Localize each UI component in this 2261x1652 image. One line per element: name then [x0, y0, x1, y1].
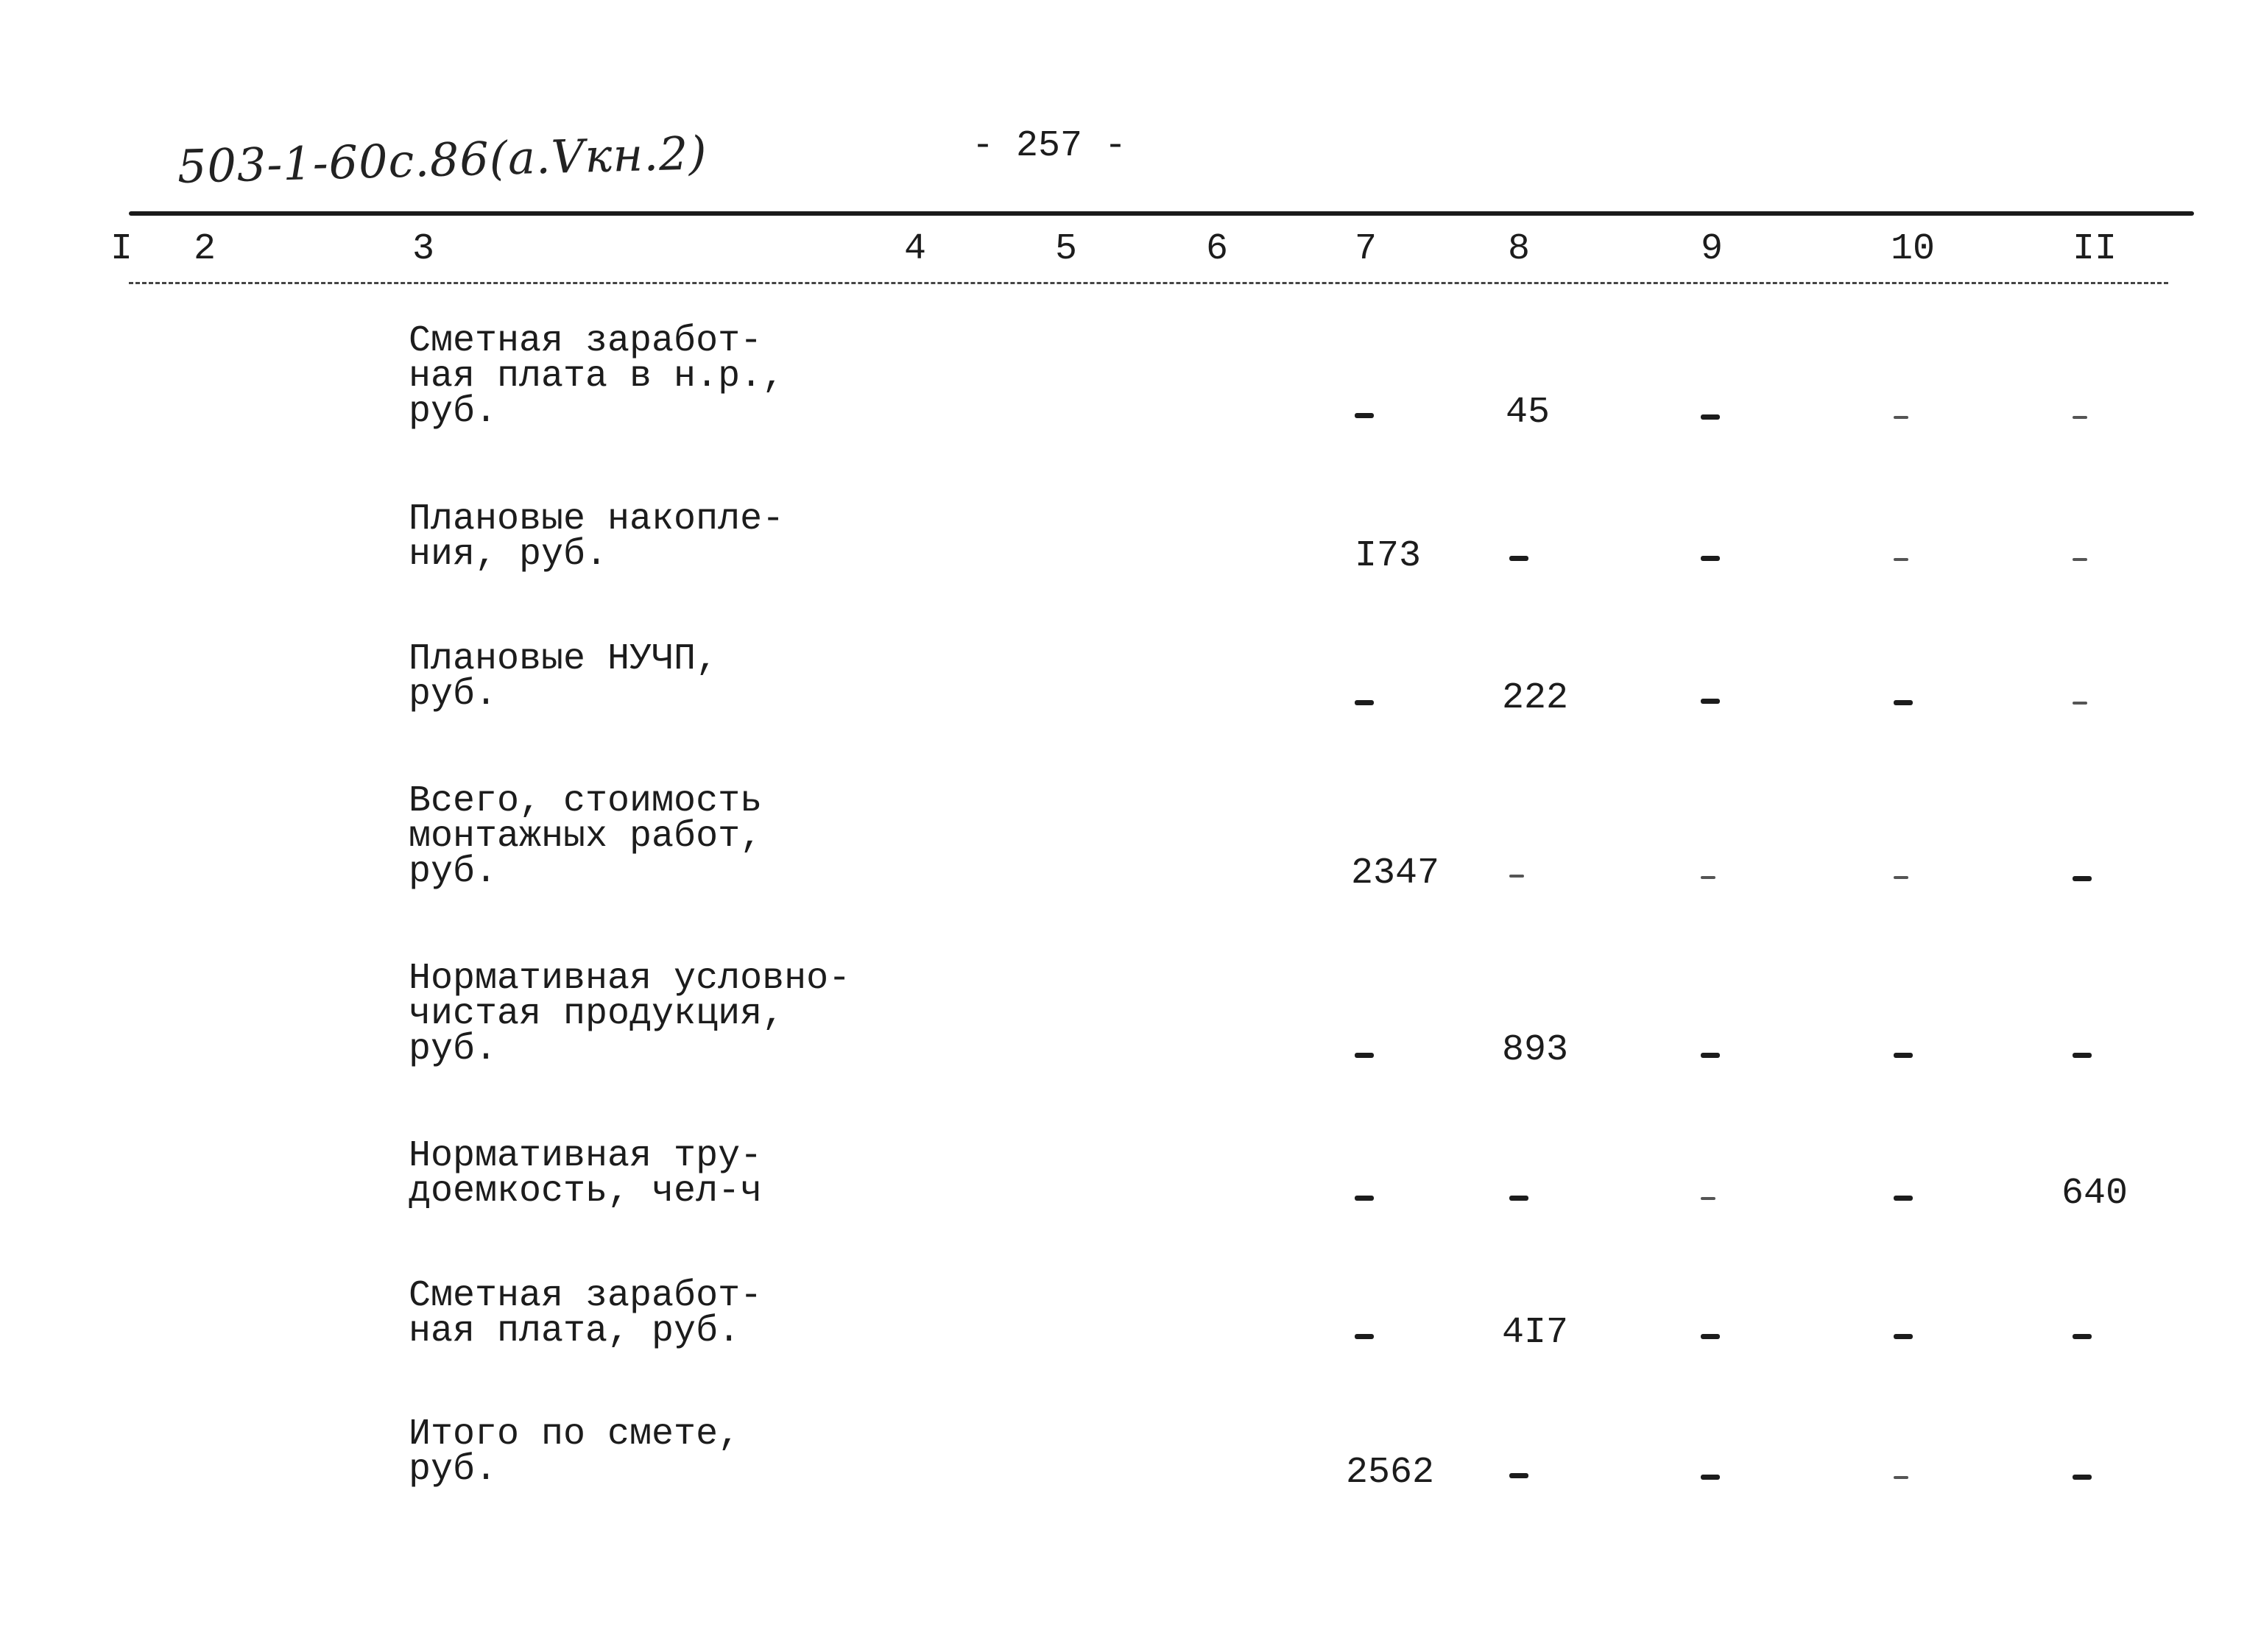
- row-4-col-9-dash: [1701, 876, 1715, 879]
- row-6-col-7-dash: [1355, 1196, 1374, 1201]
- row-6-col-8-dash: [1509, 1196, 1528, 1201]
- row-4-col-7-value: 2347: [1351, 853, 1440, 894]
- row-3-description: Плановые НУЧП, руб.: [409, 638, 719, 716]
- row-5-col-11-dash: [2073, 1053, 2092, 1058]
- row-5-description: Нормативная условно- чистая продукция, руб.: [409, 958, 851, 1070]
- row-3-col-9-dash: [1701, 699, 1720, 704]
- row-7-col-9-dash: [1701, 1334, 1720, 1339]
- row-5-col-7-dash: [1355, 1053, 1374, 1058]
- row-6-col-9-dash: [1701, 1197, 1715, 1200]
- row-2-col-8-dash: [1509, 556, 1528, 561]
- row-5-col-9-dash: [1701, 1053, 1720, 1058]
- row-4-col-8-dash: [1509, 875, 1524, 878]
- column-header-6: 6: [1206, 228, 1229, 270]
- row-1-col-7-dash: [1355, 413, 1374, 418]
- row-5-col-8-value: 893: [1502, 1029, 1569, 1071]
- row-7-col-7-dash: [1355, 1334, 1374, 1339]
- row-8-description: Итого по смете, руб.: [409, 1413, 741, 1491]
- row-5-col-10-dash: [1894, 1053, 1913, 1058]
- column-header-7: 7: [1355, 228, 1378, 270]
- row-4-col-11-dash: [2073, 876, 2092, 881]
- row-8-col-11-dash: [2073, 1475, 2092, 1480]
- column-header-3: 3: [412, 228, 435, 270]
- row-1-col-11-dash: [2073, 416, 2087, 419]
- row-6-col-11-value: 640: [2061, 1173, 2128, 1215]
- column-header-2: 2: [194, 228, 216, 270]
- row-6-col-10-dash: [1894, 1196, 1913, 1201]
- row-2-col-9-dash: [1701, 556, 1720, 561]
- row-8-col-7-value: 2562: [1346, 1452, 1435, 1494]
- row-2-col-10-dash: [1894, 558, 1908, 561]
- column-header-11: II: [2073, 228, 2117, 270]
- row-8-col-9-dash: [1701, 1475, 1720, 1480]
- row-1-col-8-value: 45: [1506, 392, 1551, 434]
- row-2-col-11-dash: [2073, 558, 2087, 561]
- page-number: - 257 -: [972, 125, 1127, 167]
- row-3-col-10-dash: [1894, 700, 1913, 705]
- column-header-rule: [129, 282, 2168, 284]
- row-7-col-11-dash: [2073, 1334, 2092, 1339]
- row-1-col-10-dash: [1894, 416, 1908, 419]
- column-header-4: 4: [904, 228, 927, 270]
- row-1-description: Сметная заработ- ная плата в н.р., руб.: [409, 320, 785, 433]
- handwritten-project-code: 503-1-60с.86(а.Vкн.2): [177, 126, 708, 194]
- row-8-col-10-dash: [1894, 1476, 1908, 1479]
- column-header-8: 8: [1508, 228, 1531, 270]
- row-2-col-7-value: I73: [1355, 535, 1422, 577]
- row-3-col-7-dash: [1355, 700, 1374, 705]
- row-2-description: Плановые накопле- ния, руб.: [409, 498, 785, 576]
- row-8-col-8-dash: [1509, 1473, 1528, 1478]
- column-header-1: I: [110, 228, 133, 270]
- header-rule: [129, 211, 2194, 216]
- row-4-col-10-dash: [1894, 876, 1908, 879]
- row-7-col-10-dash: [1894, 1334, 1913, 1339]
- row-7-col-8-value: 4I7: [1502, 1312, 1569, 1354]
- column-header-10: 10: [1891, 228, 1936, 270]
- row-1-col-9-dash: [1701, 414, 1720, 420]
- row-3-col-8-value: 222: [1502, 677, 1569, 719]
- column-header-5: 5: [1055, 228, 1078, 270]
- column-header-9: 9: [1701, 228, 1724, 270]
- row-4-description: Всего, стоимость монтажных работ, руб.: [409, 780, 763, 893]
- row-6-description: Нормативная тру- доемкость, чел-ч: [409, 1135, 763, 1212]
- row-7-description: Сметная заработ- ная плата, руб.: [409, 1275, 763, 1352]
- row-3-col-11-dash: [2073, 702, 2087, 705]
